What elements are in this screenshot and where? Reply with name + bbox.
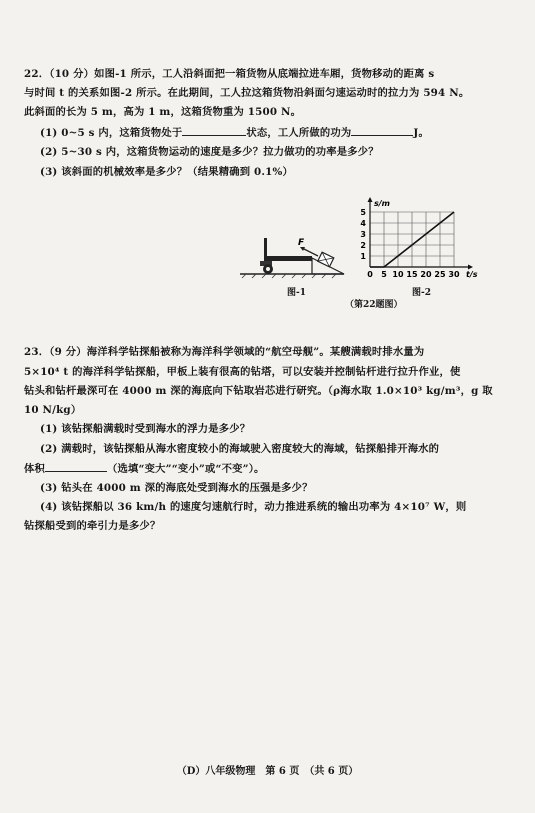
q23-line-2: 5×10⁴ t 的海洋科学钻探船，甲板上装有很高的钻塔，可以安装并控制钻杆进行拉升作业，使	[24, 366, 461, 378]
y-axis-label: s/m	[374, 199, 391, 208]
q22-line-2: 与时间 t 的关系如图-2 所示。在此期间，工人拉这箱货物沿斜面匀速运动时的拉力为 594 N。	[24, 87, 470, 99]
q22-sub-3: (3) 该斜面的机械效率是多少？（结果精确到 0.1%）	[40, 166, 294, 178]
q23-line-3: 钻头和钻杆最深可在 4000 m 深的海底向下钻取岩芯进行研究。（ρ海水取 1.0×10³ kg/m³，g 取	[24, 385, 493, 397]
q22-sub-1-text-b: 状态，工人所做的功为	[246, 127, 352, 139]
graph-grid	[370, 212, 454, 267]
q22-line-1: 22．（10 分）如图-1 所示，工人沿斜面把一箱货物从底端拉进车厢，货物移动的距离 s	[24, 68, 435, 80]
q23-sub-3: (3) 钻头在 4000 m 深的海底处受到海水的压强是多少？	[40, 482, 313, 494]
x-tick-label: 30	[448, 270, 460, 279]
q23-sub-2-b	[24, 461, 514, 476]
truck	[260, 238, 312, 274]
y-tick-label: 5	[360, 208, 366, 217]
q23-sub-4-a: (4) 该钻探船以 36 km/h 的速度匀速航行时，动力推进系统的输出功率为 4×10⁷ W，则	[40, 501, 467, 513]
x-tick-label: 5	[381, 270, 387, 279]
figure-group-caption: （第22题图）	[345, 300, 403, 310]
cargo-box	[318, 252, 334, 267]
q22-sub-1	[40, 125, 530, 140]
q23-line-1: 23．（9 分）海洋科学钻探船被称为海洋科学领域的“航空母舰”。某艘满载时排水量为	[24, 346, 425, 358]
y-tick-label: 4	[360, 219, 366, 228]
x-axis-label: t/s	[466, 270, 478, 279]
y-axis-arrow	[368, 197, 373, 202]
answer-blank-state[interactable]	[182, 125, 246, 136]
page-footer: （D）八年级物理 第 6 页 （共 6 页）	[176, 766, 359, 777]
q23-sub-2-a: (2) 满载时，该钻探船从海水密度较小的海域驶入密度较大的海域，钻探船排开海水的	[40, 443, 440, 455]
x-tick-label: 20	[420, 270, 432, 279]
q22-sub-1-text-a: (1) 0~5 s 内，这箱货物处于	[40, 127, 183, 139]
figure-2-caption: 图-2	[412, 288, 431, 298]
q23-sub-4-b: 钻探船受到的牵引力是多少？	[24, 520, 161, 532]
x-tick-label: 0	[367, 270, 373, 279]
y-tick-label: 2	[360, 241, 366, 250]
y-tick-label: 3	[360, 230, 366, 239]
figure-2-st-graph	[346, 195, 486, 285]
q22-sub-1-text-c: J。	[413, 127, 429, 139]
q22-sub-2: (2) 5~30 s 内，这箱货物运动的速度是多少？拉力做功的功率是多少？	[40, 146, 379, 158]
q23-line-4: 10 N/kg）	[24, 404, 82, 416]
answer-blank-work[interactable]	[351, 125, 413, 136]
q23-sub-2-text-b: 体积	[24, 463, 45, 475]
answer-blank-volume[interactable]	[45, 461, 107, 472]
q23-sub-2-text-c: （选填“变大”“变小”或“不变”）。	[107, 463, 265, 475]
force-arrow	[302, 248, 318, 256]
figure-1-incline	[238, 228, 348, 283]
q22-line-3: 此斜面的长为 5 m，高为 1 m，这箱货物重为 1500 N。	[24, 106, 302, 118]
force-label: F	[298, 238, 305, 248]
y-tick-label: 1	[360, 252, 366, 261]
x-tick-label: 15	[406, 270, 418, 279]
x-tick-label: 10	[392, 270, 404, 279]
q23-sub-1: (1) 该钻探船满载时受到海水的浮力是多少？	[40, 423, 251, 435]
x-axis-arrow	[468, 265, 473, 270]
figure-1-caption: 图-1	[287, 288, 306, 298]
x-tick-label: 25	[434, 270, 446, 279]
